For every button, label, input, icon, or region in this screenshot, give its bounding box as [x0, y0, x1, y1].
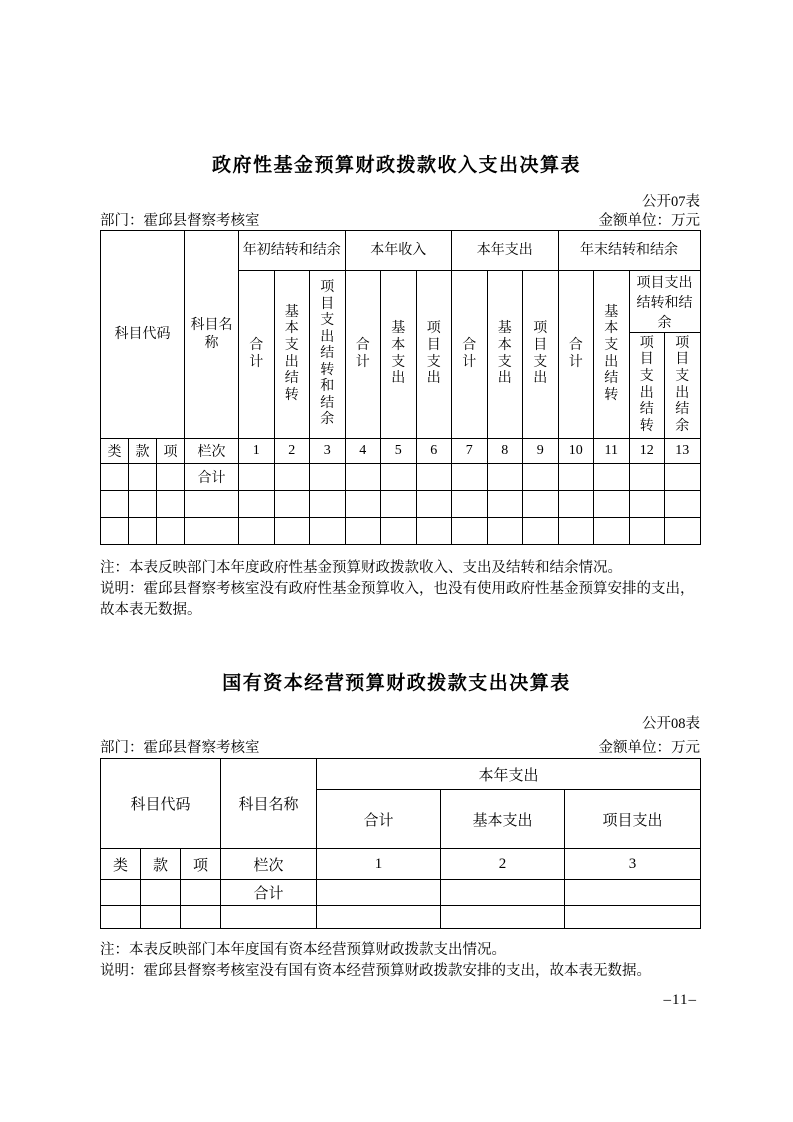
cell-empty — [181, 906, 221, 929]
cell-empty — [274, 518, 310, 545]
header-group-year-income: 本年收入 — [345, 231, 452, 271]
header-code-class: 类 — [101, 439, 129, 464]
cell-empty — [185, 491, 239, 518]
cell-empty — [452, 491, 488, 518]
table1-title: 政府性基金预算财政拨款收入支出决算表 — [211, 155, 581, 176]
gov-fund-budget-table — [100, 230, 701, 545]
table2-unit: 金额单位：万元 — [598, 740, 700, 756]
cell-empty — [558, 491, 594, 518]
header-col-label: 基本支出 — [391, 321, 406, 387]
cell-empty — [101, 906, 141, 929]
cell-empty — [101, 518, 129, 545]
col-num: 7 — [452, 439, 488, 464]
header-col-g1-basic-carryover — [274, 271, 310, 439]
header-col-g2-project — [416, 271, 452, 439]
header-col-project: 项目支出 — [565, 790, 701, 849]
cell-empty — [441, 906, 565, 929]
header-g4-sub-group: 项目支出结转和结余 — [629, 271, 700, 333]
header-code-item: 项 — [181, 849, 221, 880]
cell-empty — [523, 491, 559, 518]
table2-note: 注：本表反映部门本年度国有资本经营预算财政拨款支出情况。 — [100, 942, 506, 958]
header-col-label: 基本支出结转 — [604, 304, 619, 403]
header-col-g1-project-carryover — [310, 271, 346, 439]
cell-empty — [665, 491, 701, 518]
table2-department: 部门：霍邱县督察考核室 — [100, 740, 260, 756]
cell-empty — [381, 518, 417, 545]
cell-empty — [317, 906, 441, 929]
cell-empty — [129, 491, 157, 518]
header-col-basic: 基本支出 — [441, 790, 565, 849]
cell-empty — [565, 880, 701, 906]
header-group-begin-balance: 年初结转和结余 — [239, 231, 346, 271]
header-col-label: 合计 — [355, 337, 370, 370]
cell-empty — [157, 518, 185, 545]
cell-empty — [181, 880, 221, 906]
col-num: 6 — [416, 439, 452, 464]
cell-empty — [101, 491, 129, 518]
header-col-label: 项目支出结转和结余 — [320, 280, 335, 428]
cell-empty — [345, 464, 381, 491]
header-col-g2-total — [345, 271, 381, 439]
table1-code: 公开07表 — [642, 194, 700, 210]
col-num: 12 — [629, 439, 665, 464]
col-num: 4 — [345, 439, 381, 464]
cell-empty — [157, 464, 185, 491]
header-subject-name: 科目名称 — [185, 231, 239, 439]
header-col-label: 合计 — [568, 337, 583, 370]
header-subject-name: 科目名称 — [221, 759, 317, 849]
cell-empty — [310, 491, 346, 518]
header-lanci: 栏次 — [221, 849, 317, 880]
header-col-g3-basic — [487, 271, 523, 439]
cell-empty — [452, 464, 488, 491]
cell-empty — [141, 880, 181, 906]
header-code-item: 项 — [157, 439, 185, 464]
cell-empty — [565, 906, 701, 929]
header-group-year-expenditure: 本年支出 — [317, 759, 701, 790]
cell-empty — [558, 518, 594, 545]
state-capital-budget-table — [100, 758, 701, 929]
cell-empty — [239, 464, 275, 491]
cell-empty — [345, 491, 381, 518]
cell-empty — [416, 491, 452, 518]
cell-empty — [274, 491, 310, 518]
col-num: 13 — [665, 439, 701, 464]
header-subject-code: 科目代码 — [101, 759, 221, 849]
header-col-label: 合计 — [249, 337, 264, 370]
cell-empty — [594, 518, 630, 545]
header-col-g4-basic-carryover — [594, 271, 630, 439]
cell-empty — [629, 518, 665, 545]
header-col-label: 基本支出结转 — [284, 304, 299, 403]
cell-empty — [452, 518, 488, 545]
header-col-g2-basic — [381, 271, 417, 439]
header-col-label: 项目支出结余 — [675, 335, 690, 434]
table1-unit: 金额单位：万元 — [598, 213, 700, 229]
cell-empty — [594, 491, 630, 518]
cell-empty — [594, 464, 630, 491]
cell-empty — [629, 464, 665, 491]
header-col-label: 项目支出 — [533, 321, 548, 387]
header-group-end-balance: 年末结转和结余 — [558, 231, 700, 271]
cell-empty — [101, 880, 141, 906]
col-num: 5 — [381, 439, 417, 464]
cell-empty — [665, 464, 701, 491]
col-num: 3 — [310, 439, 346, 464]
header-col-g4-total — [558, 271, 594, 439]
cell-empty — [487, 464, 523, 491]
cell-empty — [317, 880, 441, 906]
col-num: 10 — [558, 439, 594, 464]
header-col-label: 基本支出 — [497, 321, 512, 387]
col-num: 1 — [317, 849, 441, 880]
header-subject-code: 科目代码 — [101, 231, 185, 439]
cell-empty — [310, 518, 346, 545]
cell-empty — [345, 518, 381, 545]
table1-notes — [100, 558, 702, 621]
header-group-year-expenditure: 本年支出 — [452, 231, 559, 271]
header-col-g1-total — [239, 271, 275, 439]
cell-empty — [523, 464, 559, 491]
table2-code: 公开08表 — [642, 716, 700, 732]
page-number: –11– — [663, 992, 697, 1008]
table2-meta — [100, 736, 700, 757]
header-lanci: 栏次 — [185, 439, 239, 464]
cell-empty — [629, 491, 665, 518]
cell-empty — [101, 464, 129, 491]
cell-empty — [239, 491, 275, 518]
col-num: 1 — [239, 439, 275, 464]
cell-empty — [416, 464, 452, 491]
cell-empty — [665, 518, 701, 545]
table1-department: 部门：霍邱县督察考核室 — [100, 213, 260, 229]
cell-empty — [310, 464, 346, 491]
table2-notes — [100, 940, 702, 982]
header-col-g4-project-carryover — [629, 333, 665, 439]
cell-empty — [141, 906, 181, 929]
cell-empty — [381, 491, 417, 518]
table1-meta — [100, 209, 700, 230]
col-num: 11 — [594, 439, 630, 464]
table2-remark: 说明：霍邱县督察考核室没有国有资本经营预算财政拨款安排的支出，故本表无数据。 — [100, 963, 651, 980]
col-num: 3 — [565, 849, 701, 880]
col-num: 2 — [441, 849, 565, 880]
header-code-section: 款 — [129, 439, 157, 464]
header-col-label: 合计 — [462, 337, 477, 370]
cell-empty — [487, 491, 523, 518]
col-num: 9 — [523, 439, 559, 464]
cell-empty — [558, 464, 594, 491]
cell-empty — [129, 464, 157, 491]
table1-remark: 说明：霍邱县督察考核室没有政府性基金预算收入，也没有使用政府性基金预算安排的支出，故本表无数据。 — [100, 581, 695, 619]
row-total-label: 合计 — [221, 880, 317, 906]
header-code-class: 类 — [101, 849, 141, 880]
cell-empty — [129, 518, 157, 545]
header-code-section: 款 — [141, 849, 181, 880]
table1-note: 注：本表反映部门本年度政府性基金预算财政拨款收入、支出及结转和结余情况。 — [100, 560, 622, 576]
cell-empty — [416, 518, 452, 545]
header-col-g3-project — [523, 271, 559, 439]
cell-empty — [381, 464, 417, 491]
cell-empty — [487, 518, 523, 545]
header-col-g4-project-balance — [665, 333, 701, 439]
cell-empty — [221, 906, 317, 929]
cell-empty — [157, 491, 185, 518]
header-col-label: 项目支出 — [426, 321, 441, 387]
row-total-label: 合计 — [185, 464, 239, 491]
cell-empty — [441, 880, 565, 906]
col-num: 2 — [274, 439, 310, 464]
cell-empty — [523, 518, 559, 545]
table2-title: 国有资本经营预算财政拨款支出决算表 — [222, 673, 571, 694]
header-col-label: 项目支出结转 — [639, 335, 654, 434]
col-num: 8 — [487, 439, 523, 464]
header-col-total: 合计 — [317, 790, 441, 849]
header-col-g3-total — [452, 271, 488, 439]
cell-empty — [239, 518, 275, 545]
cell-empty — [185, 518, 239, 545]
cell-empty — [274, 464, 310, 491]
